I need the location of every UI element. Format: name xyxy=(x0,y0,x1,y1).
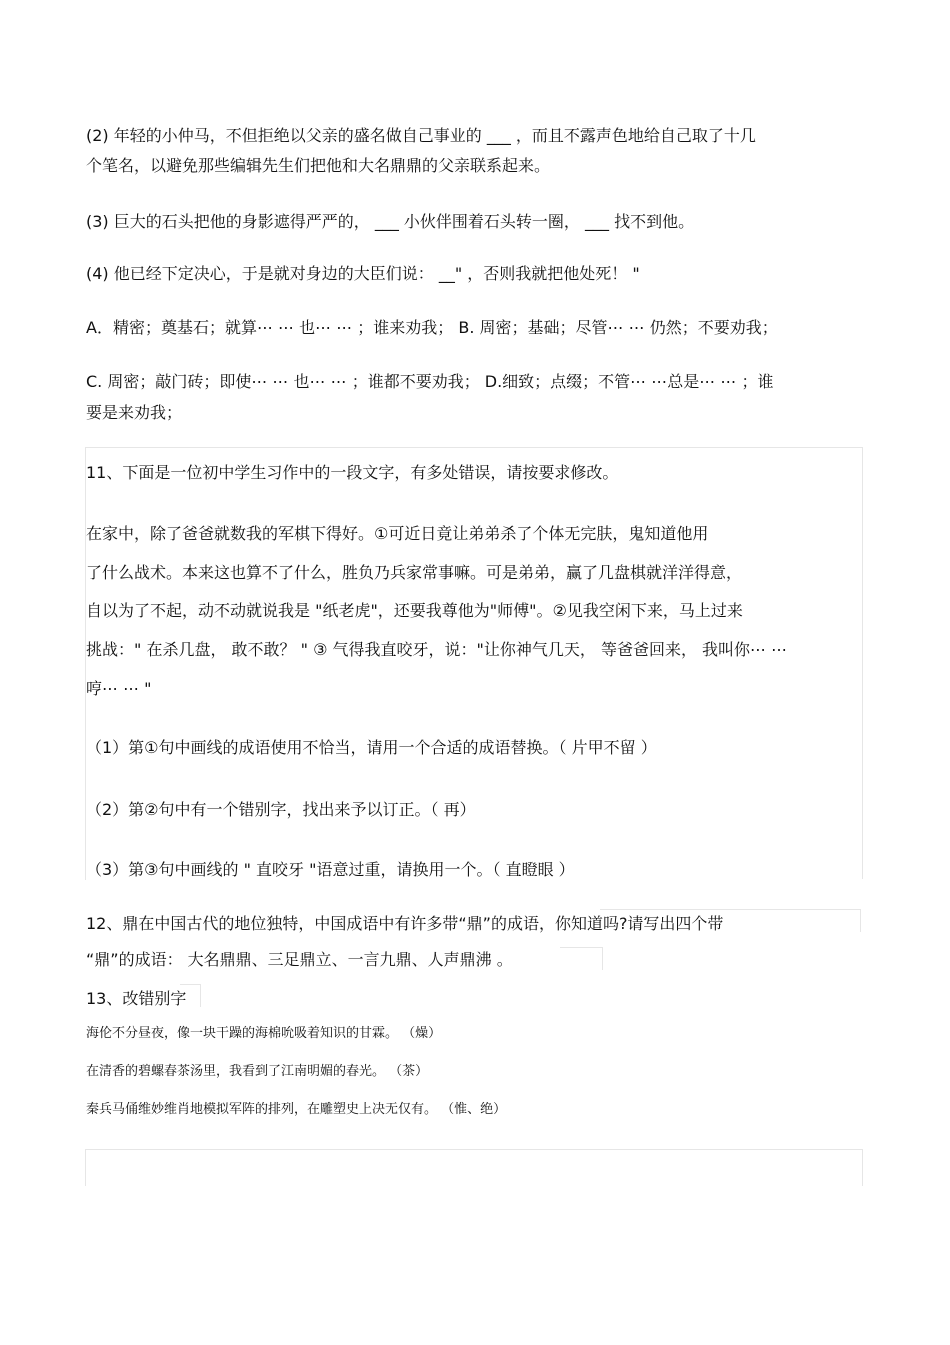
q11-paragraph-line: 挑战：" 在杀几盘， 敢不敢？ " ③ 气得我直咬牙，说："让你神气几天， 等爸爸回来， 我叫你⋯ ⋯ xyxy=(86,640,788,659)
q12-line-1: 12、鼎在中国古代的地位独特，中国成语中有许多带“鼎”的成语，你知道吗?请写出四个带 xyxy=(86,914,724,933)
q11-paragraph-line: 哼⋯ ⋯ " xyxy=(86,679,152,698)
q10-sentence-2-line-1: (2) 年轻的小仲马，不但拒绝以父亲的盛名做自己事业的 ___ ，而且不露声色地给自己取了十几 xyxy=(86,126,756,145)
q11-paragraph-line: 在家中，除了爸爸就数我的军棋下得好。①可近日竟让弟弟杀了个体无完肤，鬼知道他用 xyxy=(86,524,709,543)
q11-subquestion-2: （2）第②句中有一个错别字，找出来予以订正。（ 再） xyxy=(86,800,476,819)
q13-item: 在清香的碧螺春茶汤里，我看到了江南明媚的春光。 （茶） xyxy=(86,1064,429,1079)
q12-frame-lower xyxy=(560,947,603,970)
q11-frame-right xyxy=(862,447,863,879)
q11-title: 11、下面是一位初中学生习作中的一段文字，有多处错误，请按要求修改。 xyxy=(86,463,619,482)
q12-line-2: “鼎”的成语： 大名鼎鼎、三足鼎立、一言九鼎、人声鼎沸 。 xyxy=(86,950,513,969)
q10-sentence-4: (4) 他已经下定决心，于是就对身边的大臣们说： __" ，否则我就把他处死！ " xyxy=(86,264,640,283)
q11-subquestion-3: （3）第③句中画线的 " 直咬牙 "语意过重，请换用一个。（ 直瞪眼 ） xyxy=(86,860,575,879)
q10-sentence-3: (3) 巨大的石头把他的身影遮得严严的， ___ 小伙伴围着石头转一圈， ___ 找不到他。 xyxy=(86,212,695,231)
q13-item: 海伦不分昼夜，像一块干躁的海棉吮吸着知识的甘霖。 （燥） xyxy=(86,1026,442,1041)
q13-item: 秦兵马俑维妙维肖地模拟军阵的排列，在雕塑史上决无仅有。 （惟、绝） xyxy=(86,1102,507,1117)
q10-sentence-2-line-2: 个笔名，以避免那些编辑先生们把他和大名鼎鼎的父亲联系起来。 xyxy=(86,156,551,175)
q11-paragraph-line: 自以为了不起，动不动就说我是 "纸老虎"，还要我尊他为"师傅"。②见我空闲下来，马上过来 xyxy=(86,601,743,620)
q10-options-cd-line-2: 要是来劝我； xyxy=(86,403,183,422)
q11-subquestion-1: （1）第①句中画线的成语使用不恰当，请用一个合适的成语替换。（ 片甲不留 ） xyxy=(86,738,657,757)
q10-options-ab: A．精密；奠基石；就算⋯ ⋯ 也⋯ ⋯ ；谁来劝我； B. 周密；基础；尽管⋯ ⋯ 仍然；不要劝我； xyxy=(86,318,778,337)
q13-title: 13、改错别字 xyxy=(86,989,187,1008)
q10-options-cd-line-1: C. 周密；敲门砖；即使⋯ ⋯ 也⋯ ⋯ ；谁都不要劝我； D.细致；点缀；不管⋯ ⋯总是⋯ ⋯ ；谁 xyxy=(86,372,774,391)
q11-paragraph-line: 了什么战术。本来这也算不了什么，胜负乃兵家常事嘛。可是弟弟，赢了几盘棋就洋洋得意， xyxy=(86,563,743,582)
bottom-frame xyxy=(85,1149,863,1186)
